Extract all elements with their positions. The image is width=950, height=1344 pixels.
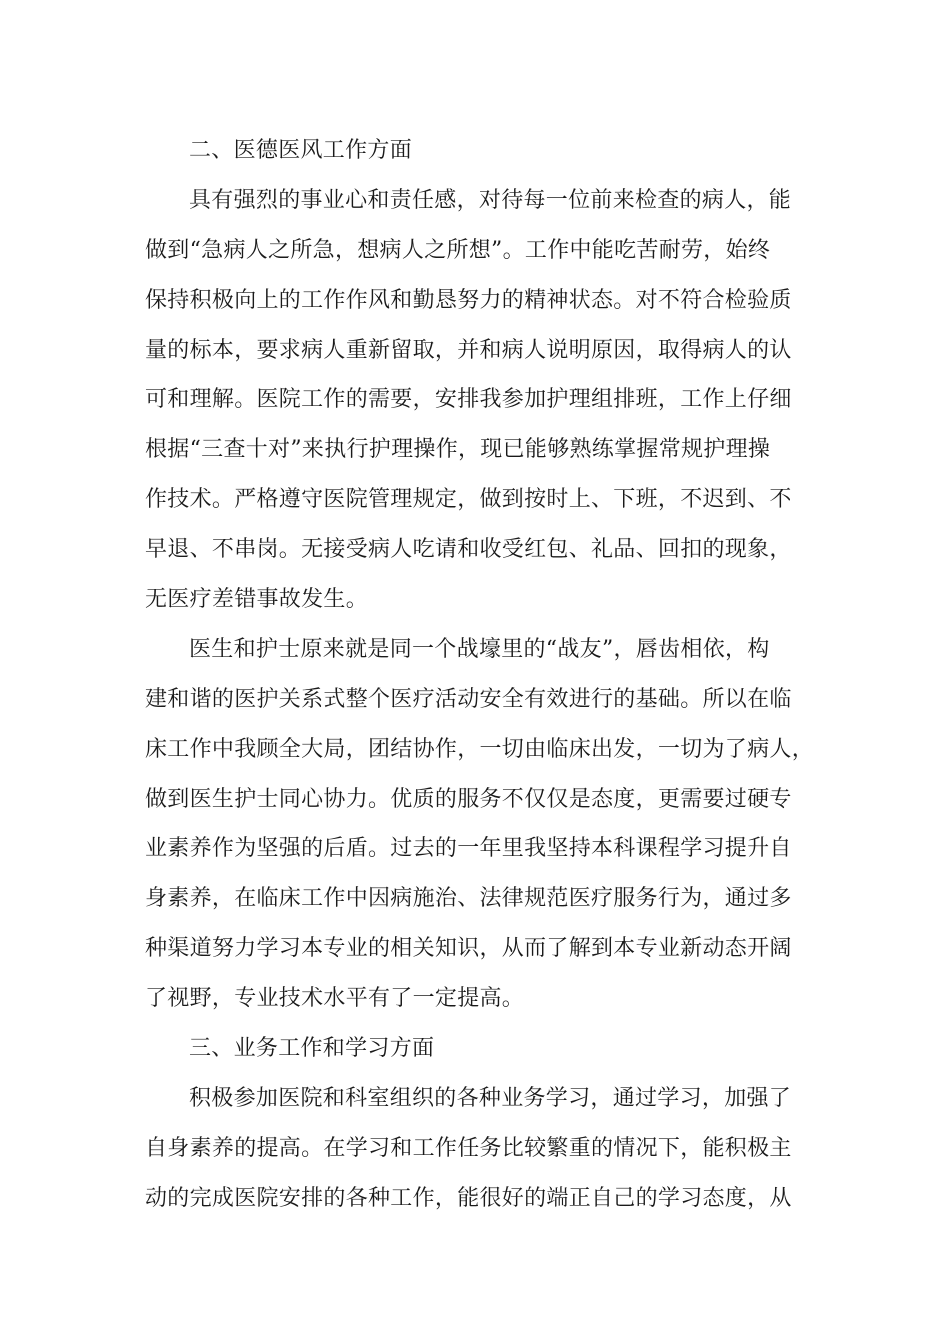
text-line: 建和谐的医护关系式整个医疗活动安全有效进行的基础。所以在临: [145, 686, 792, 712]
text-line: 做到“急病人之所急，想病人之所想”。工作中能吃苦耐劳，始终: [145, 237, 771, 263]
text-line: 了视野，专业技术水平有了一定提高。: [145, 986, 525, 1012]
text-line: 保持积极向上的工作作风和勤恳努力的精神状态。对不符合检验质: [145, 287, 792, 313]
paragraph-teamwork: [145, 625, 815, 1024]
text-line: 做到医生护士同心协力。优质的服务不仅仅是态度，更需要过硬专: [145, 786, 792, 812]
text-line: 量的标本，要求病人重新留取，并和病人说明原因，取得病人的认: [145, 337, 792, 363]
text-line: 积极参加医院和科室组织的各种业务学习，通过学习，加强了: [189, 1085, 792, 1111]
section-heading-work-study: 三、业务工作和学习方面: [189, 1036, 435, 1062]
text-line: 根据“三查十对”来执行护理操作，现已能够熟练掌握常规护理操: [145, 437, 771, 463]
text-line: 早退、不串岗。无接受病人吃请和收受红包、礼品、回扣的现象，: [145, 537, 792, 563]
text-line: 具有强烈的事业心和责任感，对待每一位前来检查的病人，能: [189, 187, 792, 213]
text-line: 业素养作为坚强的后盾。过去的一年里我坚持本科课程学习提升自: [145, 836, 792, 862]
paragraph-study: [145, 1074, 810, 1224]
text-line: 床工作中我顾全大局，团结协作，一切由临床出发，一切为了病人，: [145, 736, 815, 762]
text-line: 种渠道努力学习本专业的相关知识，从而了解到本专业新动态开阔: [145, 936, 792, 962]
text-line: 作技术。严格遵守医院管理规定，做到按时上、下班，不迟到、不: [145, 487, 792, 513]
text-line: 自身素养的提高。在学习和工作任务比较繁重的情况下，能积极主: [145, 1135, 792, 1161]
text-line: 身素养，在临床工作中因病施治、法律规范医疗服务行为，通过多: [145, 886, 792, 912]
text-line: 无医疗差错事故发生。: [145, 587, 369, 613]
section-heading-medical-ethics: 二、医德医风工作方面: [189, 138, 413, 163]
text-line: 医生和护士原来就是同一个战壕里的“战友”，唇齿相依，构: [189, 636, 770, 662]
paragraph-ethics: [145, 176, 810, 625]
text-line: 动的完成医院安排的各种工作，能很好的端正自己的学习态度，从: [145, 1185, 792, 1211]
document-page: [145, 126, 815, 1224]
text-line: 可和理解。医院工作的需要，安排我参加护理组排班，工作上仔细: [145, 387, 792, 413]
